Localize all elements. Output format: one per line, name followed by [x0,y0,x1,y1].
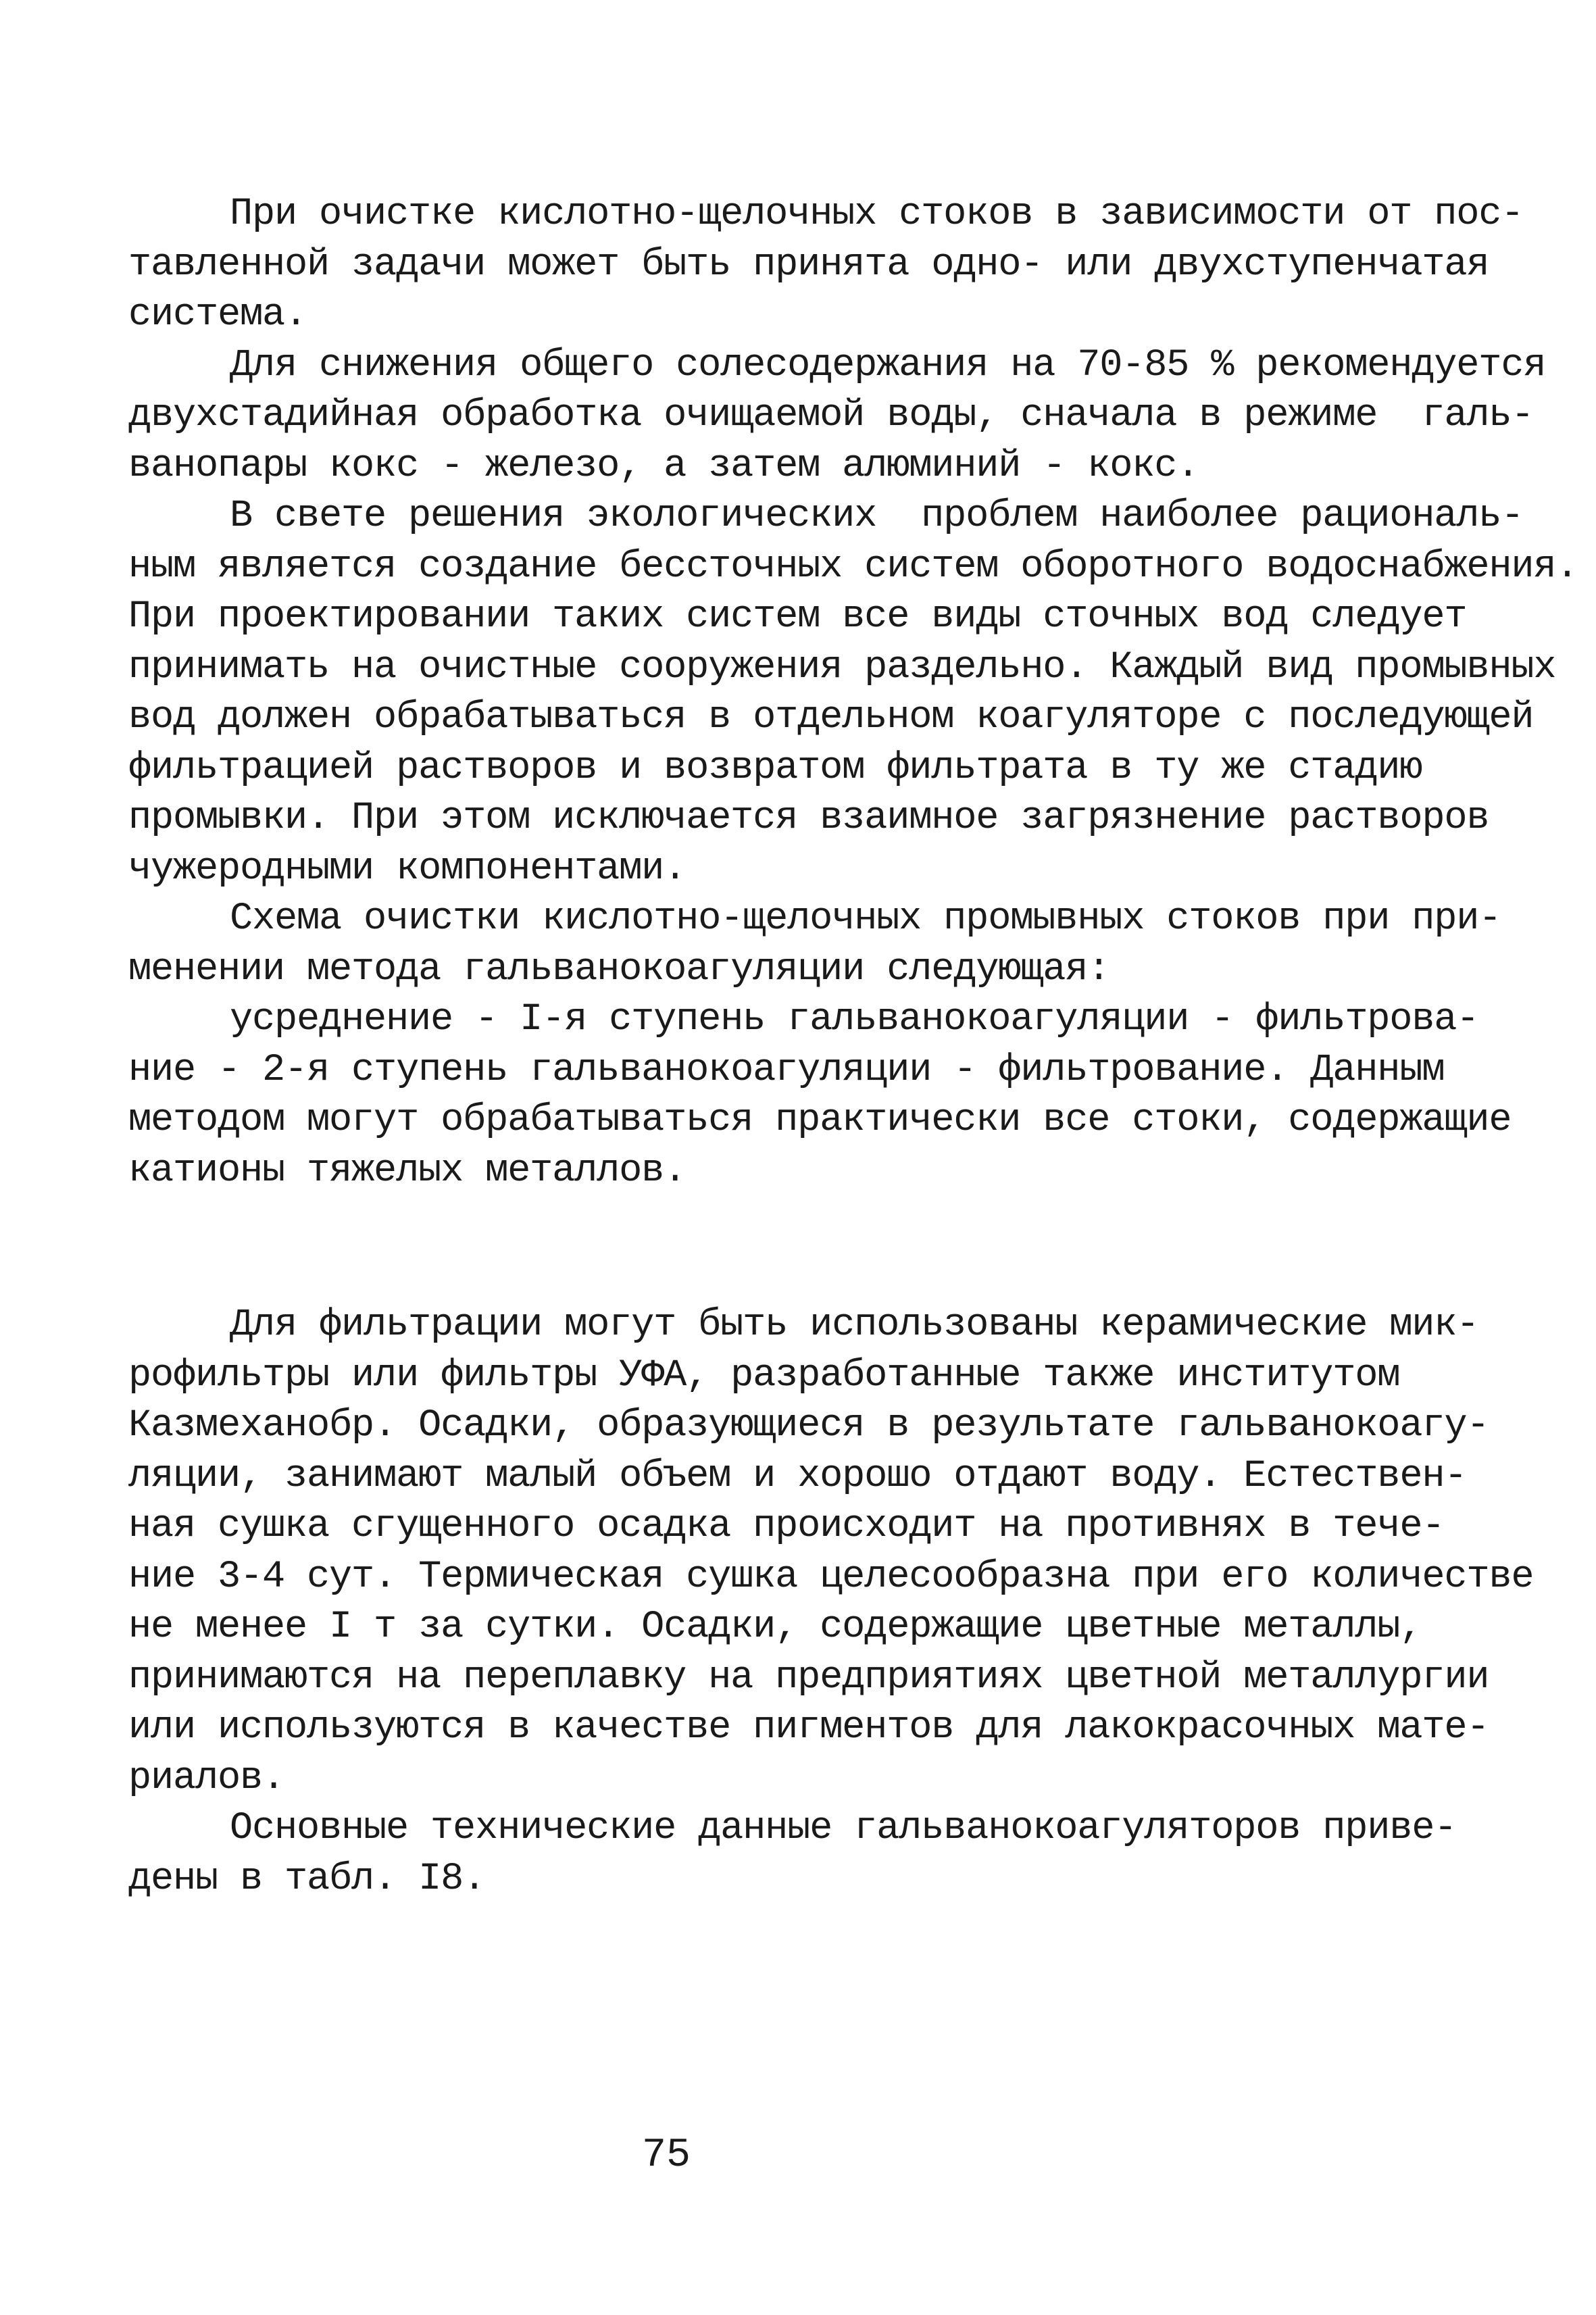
text-line: рофильтры или фильтры УФА, разработанные также институтом [128,1353,1400,1397]
text-line: В свете решения экологических проблем наиболее рациональ- [230,495,1524,538]
text-line: Для фильтрации могут быть использованы керамические мик- [230,1303,1479,1347]
text-line: методом могут обрабатываться практически все стоки, содержащие [128,1099,1512,1142]
text-line: риалов. [128,1756,285,1800]
paragraph-6 [128,1300,1534,1803]
paragraph-5 [128,995,1512,1196]
text-line: менении метода гальванокоагуляции следующая: [128,947,1110,991]
paragraph-spacer [128,1196,1493,1300]
text-line: Для снижения общего солесодержания на 70-85 % рекомендуется [230,343,1546,387]
text-line: дены в табл. I8. [128,1857,486,1901]
paragraph-2 [128,341,1546,492]
text-line: чужеродными компонентами. [128,847,687,891]
text-line: катионы тяжелых металлов. [128,1149,687,1193]
paragraph-3 [128,491,1578,894]
text-line: двухстадийная обработка очищаемой воды, сначала в режиме галь- [128,394,1534,437]
text-line: ная сушка сгущенного осадка происходит на противнях в тече- [128,1505,1445,1548]
text-line: не менее I т за сутки. Осадки, содержащие цветные металлы, [128,1605,1422,1649]
text-line: принимаются на переплавку на предприятиях цветной металлургии [128,1656,1489,1699]
text-line: ние - 2-я ступень гальванокоагуляции - фильтрование. Данным [128,1048,1445,1092]
text-line: вод должен обрабатываться в отдельном коагуляторе с последующей [128,696,1534,739]
text-line: тавленной задачи может быть принята одно- или двухступенчатая [128,243,1489,287]
text-line: Казмеханобр. Осадки, образующиеся в результате гальванокоагу- [128,1404,1489,1447]
text-line: ляции, занимают малый объем и хорошо отдают воду. Естествен- [128,1454,1467,1498]
text-line: промывки. При этом исключается взаимное загрязнение растворов [128,797,1489,840]
text-line: ванопары кокс - железо, а затем алюминий - кокс. [128,444,1199,488]
text-line: принимать на очистные сооружения раздельно. Каждый вид промывных [128,645,1556,689]
text-line: Схема очистки кислотно-щелочных промывных стоков при при- [230,897,1501,941]
body-text [128,189,1578,1904]
text-line: Основные технические данные гальванокоагуляторов приве- [230,1807,1457,1850]
text-line: усреднение - I-я ступень гальванокоагуляции - фильтрова- [230,998,1479,1041]
text-line: При очистке кислотно-щелочных стоков в зависимости от пос- [230,193,1524,236]
text-line: фильтрацией растворов и возвратом фильтрата в ту же стадию [128,746,1422,790]
text-line: система. [128,293,307,337]
text-line: или используются в качестве пигментов для лакокрасочных мате- [128,1706,1489,1749]
page-number: 75 [642,2133,691,2179]
paragraph-4 [128,894,1501,995]
paragraph-1 [128,189,1524,341]
text-line: При проектировании таких систем все виды сточных вод следует [128,595,1467,639]
text-line: ным является создание бессточных систем оборотного водоснабжения. [128,545,1578,589]
text-line: ние 3-4 сут. Термическая сушка целесообразна при его количестве [128,1555,1534,1599]
paragraph-7 [128,1803,1493,1904]
